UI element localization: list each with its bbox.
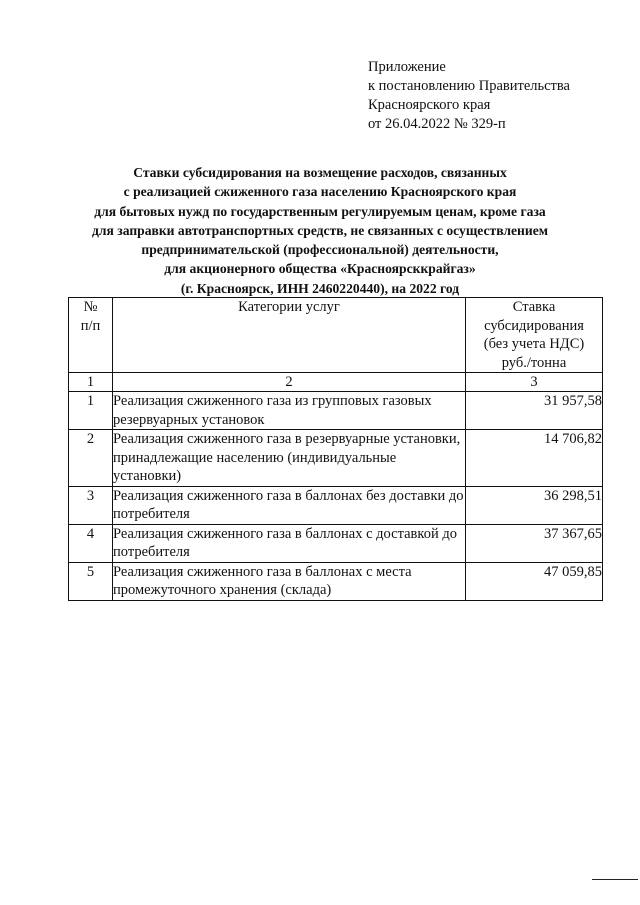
row-category: Реализация сжиженного газа в резервуарные установки, принадлежащие населению (индивидуальные установки)	[113, 430, 466, 487]
title-line: предпринимательской (профессиональной) деятельности,	[141, 242, 499, 258]
table-row	[69, 562, 603, 600]
table-row	[69, 486, 603, 524]
table-row	[69, 430, 603, 487]
header-number	[69, 298, 113, 373]
title-line: для акционерного общества «Красноярсккрайгаз»	[164, 261, 476, 277]
header-rate-line: (без учета НДС)	[483, 336, 585, 352]
row-number: 5	[69, 562, 113, 600]
title-line: с реализацией сжиженного газа населению Красноярского края	[123, 184, 517, 200]
title-line: (г. Красноярск, ИНН 2460220440), на 2022 год	[180, 280, 460, 296]
column-index: 3	[466, 373, 603, 392]
row-rate: 31 957,58	[466, 392, 603, 430]
row-rate: 47 059,85	[466, 562, 603, 600]
column-index: 2	[113, 373, 466, 392]
appendix-block	[368, 58, 618, 134]
header-rate-unit: руб./тонна	[501, 354, 567, 371]
appendix-label: Приложение	[368, 59, 446, 75]
row-rate: 14 706,82	[466, 430, 603, 487]
table-row	[69, 392, 603, 430]
row-category: Реализация сжиженного газа в баллонах с места промежуточного хранения (склада)	[113, 562, 466, 600]
appendix-resolution: к постановлению Правительства	[368, 78, 570, 94]
header-rate	[466, 298, 603, 373]
table-header-row	[69, 298, 603, 373]
header-number-abbr: п/п	[80, 317, 101, 334]
row-category: Реализация сжиженного газа из групповых газовых резервуарных установок	[113, 392, 466, 430]
title-line: Ставки субсидирования на возмещение расходов, связанных	[133, 165, 507, 180]
row-category: Реализация сжиженного газа в баллонах с доставкой до потребителя	[113, 524, 466, 562]
document-title	[40, 163, 600, 298]
row-number: 2	[69, 430, 113, 487]
row-number: 1	[69, 392, 113, 430]
row-rate: 36 298,51	[466, 486, 603, 524]
row-rate: 37 367,65	[466, 524, 603, 562]
header-rate-line: субсидирования	[484, 317, 584, 334]
row-number: 3	[69, 486, 113, 524]
row-number: 4	[69, 524, 113, 562]
column-index: 1	[69, 373, 113, 392]
appendix-region: Красноярского края	[368, 97, 491, 113]
header-rate-line: Ставка	[512, 299, 556, 315]
header-category: Категории услуг	[113, 298, 466, 373]
header-number-symbol: №	[83, 299, 98, 315]
table-row	[69, 524, 603, 562]
subsidy-rates-table	[68, 297, 603, 601]
title-line: для бытовых нужд по государственным регулируемым ценам, кроме газа	[94, 203, 546, 219]
title-line: для заправки автотранспортных средств, не связанных с осуществлением	[91, 222, 548, 238]
appendix-date-number: от 26.04.2022 № 329-п	[368, 116, 506, 132]
page-corner-rule	[592, 879, 638, 880]
column-index-row	[69, 373, 603, 392]
row-category: Реализация сжиженного газа в баллонах без доставки до потребителя	[113, 487, 464, 522]
